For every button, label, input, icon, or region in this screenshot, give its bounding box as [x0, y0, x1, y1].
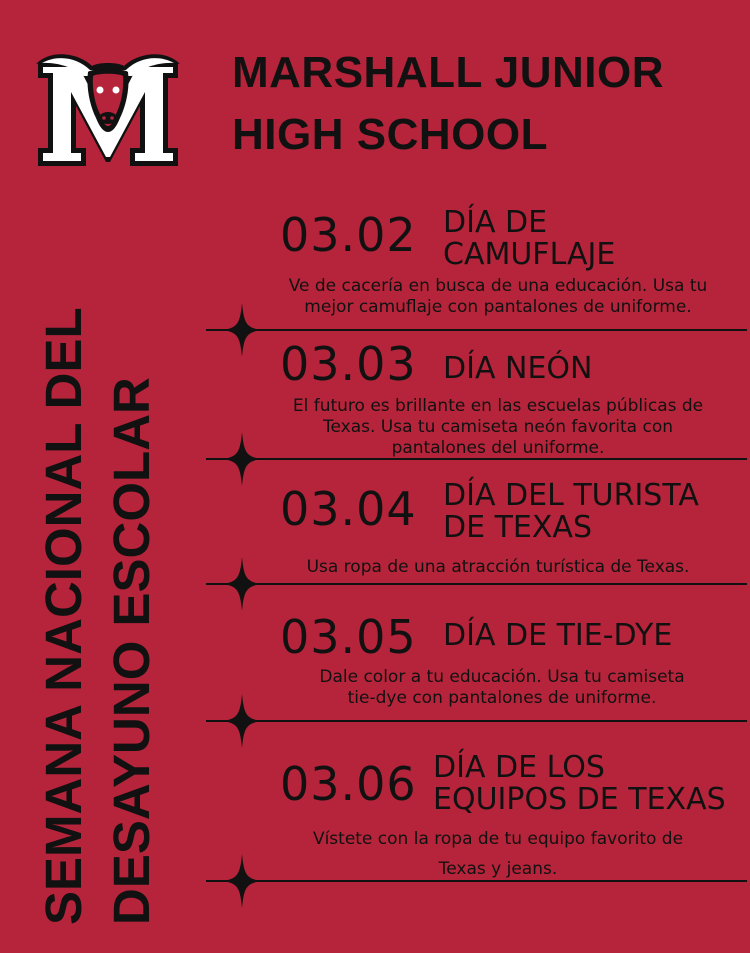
day-description-line: Ve de cacería en busca de una educación. Usa tu	[288, 276, 708, 296]
day-date: 03.06	[280, 757, 417, 811]
event-banner	[30, 205, 170, 925]
day-title	[443, 480, 699, 544]
day-date: 03.03	[280, 337, 417, 391]
event-banner-line1: SEMANA NACIONAL DEL	[35, 307, 92, 925]
school-logo	[32, 44, 184, 170]
day-date: 03.04	[280, 482, 417, 536]
day-description-line: Texas. Usa tu camiseta neón favorita con	[322, 417, 673, 437]
day-title-line: CAMUFLAJE	[443, 237, 616, 272]
day-title	[443, 620, 672, 652]
day-title-line: DÍA DE TIE-DYE	[443, 618, 673, 653]
divider-line	[206, 329, 747, 331]
day-date: 03.02	[280, 208, 417, 262]
day-description-line: Vístete con la ropa de tu equipo favorito de	[312, 829, 684, 849]
day-description-line: tie-dye con pantalones de uniforme.	[347, 688, 657, 708]
day-description-line: El futuro es brillante en las escuelas públicas de	[292, 396, 704, 416]
day-title-line: DÍA DE LOS	[433, 750, 605, 785]
day-title-line: DÍA DE	[443, 205, 548, 240]
day-description-line: Texas y jeans.	[438, 859, 558, 879]
school-name-line2: HIGH SCHOOL	[232, 110, 548, 159]
school-name-line1: MARSHALL JUNIOR	[232, 48, 665, 97]
divider-line	[206, 583, 747, 585]
day-title-line: EQUIPOS DE TEXAS	[433, 782, 726, 817]
day-title	[443, 207, 615, 271]
day-title-line: DE TEXAS	[443, 510, 592, 545]
day-title	[443, 353, 592, 385]
divider-line	[206, 720, 747, 722]
day-description	[252, 667, 750, 709]
day-title	[433, 752, 726, 816]
day-date: 03.05	[280, 610, 417, 664]
day-description	[248, 276, 748, 318]
day-description-line: Dale color a tu educación. Usa tu camiseta	[319, 667, 685, 687]
day-title-line: DÍA DEL TURISTA	[443, 478, 699, 513]
day-description-line: mejor camuflaje con pantalones de uniforme.	[304, 297, 692, 317]
day-description-line: pantalones del uniforme.	[391, 438, 605, 458]
day-description	[248, 824, 748, 884]
day-description-line: Usa ropa de una atracción turística de Texas.	[306, 557, 690, 577]
day-title-line: DÍA NEÓN	[443, 351, 593, 386]
day-description	[248, 557, 748, 578]
school-name	[232, 42, 742, 166]
event-banner-line2: DESAYUNO ESCOLAR	[103, 377, 160, 925]
day-description	[248, 396, 748, 459]
